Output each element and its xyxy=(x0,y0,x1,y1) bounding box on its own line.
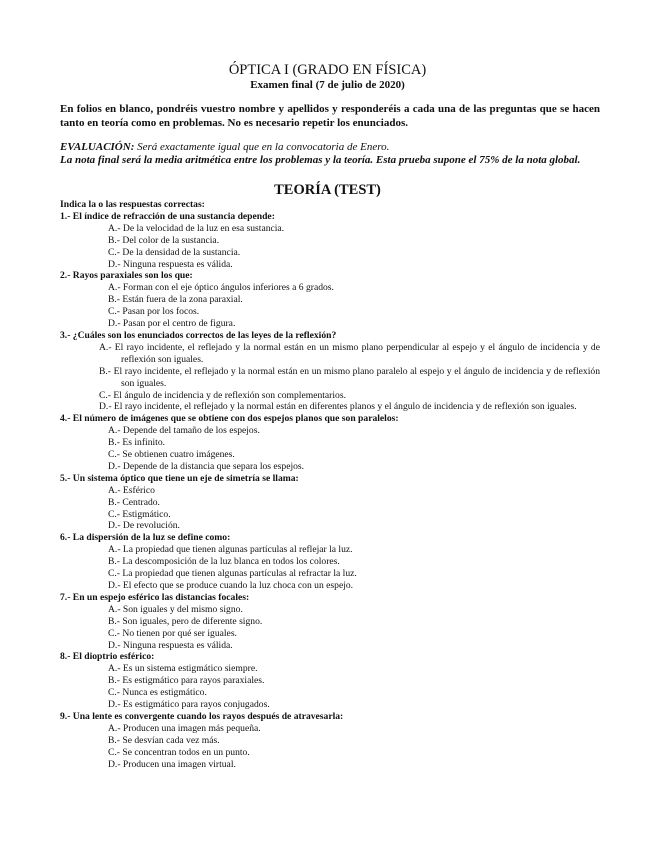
evaluation-text: Será exactamente igual que en la convocatoria de Enero. xyxy=(137,141,390,153)
evaluation-block xyxy=(60,141,600,167)
option-9c: C.- Se concentran todos en un punto. xyxy=(108,746,250,758)
question-7: 7.- En un espejo esférico las distancias focales: xyxy=(60,591,250,603)
option-1d: D.- Ninguna respuesta es válida. xyxy=(108,258,233,270)
grading-note: La nota final será la media aritmética entre los problemas y la teoría. Esta prueba supone el 75% de la nota global. xyxy=(60,154,581,166)
option-4c: C.- Se obtienen cuatro imágenes. xyxy=(108,449,235,461)
option-2d: D.- Pasan por el centro de figura. xyxy=(108,318,236,330)
question-2: 2.- Rayos paraxiales son los que: xyxy=(60,270,193,282)
question-6: 6.- La dispersión de la luz se define como: xyxy=(60,532,231,544)
option-3d: D.- El rayo incidente, el reflejado y la normal están en diferentes planos y el ángulo de incidencia y de reflexión son iguales. xyxy=(99,401,577,413)
option-5c: C.- Estigmático. xyxy=(108,508,171,520)
option-3c: C.- El ángulo de incidencia y de reflexión son complementarios. xyxy=(99,389,346,401)
option-4a: A.- Depende del tamaño de los espejos. xyxy=(108,425,260,437)
exam-subtitle: Examen final (7 de julio de 2020) xyxy=(250,79,405,91)
option-2b: B.- Están fuera de la zona paraxial. xyxy=(108,294,243,306)
option-8c: C.- Nunca es estigmático. xyxy=(108,687,207,699)
option-2a: A.- Forman con el eje óptico ángulos inferiores a 6 grados. xyxy=(108,282,334,294)
question-8: 8.- El dioptrio esférico: xyxy=(60,651,155,663)
option-9b: B.- Se desvían cada vez más. xyxy=(108,734,220,746)
section-title: TEORÍA (TEST) xyxy=(274,182,381,198)
option-6c: C.- La propiedad que tienen algunas partículas al refractar la luz. xyxy=(108,568,357,580)
question-4: 4.- El número de imágenes que se obtiene con dos espejos planos que son paralelos: xyxy=(60,413,399,425)
option-4d: D.- Depende de la distancia que separa los espejos. xyxy=(108,460,305,472)
option-6b: B.- La descomposición de la luz blanca en todos los colores. xyxy=(108,556,340,568)
evaluation-label: EVALUACIÓN: xyxy=(60,141,135,153)
option-9d: D.- Producen una imagen virtual. xyxy=(108,758,236,770)
answer-instruction: Indica la o las respuestas correctas: xyxy=(60,199,205,210)
option-1b: B.- Del color de la sustancia. xyxy=(108,234,220,246)
option-6a: A.- La propiedad que tienen algunas partículas al reflejar la luz. xyxy=(108,544,353,556)
exam-title: ÓPTICA I (GRADO EN FÍSICA) xyxy=(228,62,427,78)
option-8d: D.- Es estigmático para rayos conjugados. xyxy=(108,699,270,711)
option-1a: A.- De la velocidad de la luz en esa sustancia. xyxy=(108,222,285,234)
question-list xyxy=(60,199,600,771)
question-1: 1.- El índice de refracción de una sustancia depende: xyxy=(60,210,275,222)
option-7d: D.- Ninguna respuesta es válida. xyxy=(108,639,233,651)
option-1c: C.- De la densidad de la sustancia. xyxy=(108,246,241,258)
question-9: 9.- Una lente es convergente cuando los rayos después de atravesarla: xyxy=(60,710,344,722)
option-9a: A.- Producen una imagen más pequeña. xyxy=(108,722,261,734)
option-6d: D.- El efecto que se produce cuando la luz choca con un espejo. xyxy=(108,580,354,591)
option-7c: C.- No tienen por qué ser iguales. xyxy=(108,627,237,639)
option-7b: B.- Son iguales, pero de diferente signo. xyxy=(108,615,263,627)
option-5d: D.- De revolución. xyxy=(108,520,180,532)
option-5a: A.- Esférico xyxy=(108,484,155,496)
option-8a: A.- Es un sistema estigmático siempre. xyxy=(108,663,258,675)
question-5: 5.- Un sistema óptico que tiene un eje de simetría se llama: xyxy=(60,472,299,484)
option-2c: C.- Pasan por los focos. xyxy=(108,306,200,318)
option-5b: B.- Centrado. xyxy=(108,496,160,508)
option-3b: B.- El rayo incidente, el reflejado y la normal están en un mismo plano paralelo al espejo y el ángulo de incidencia y de reflexión son iguales. xyxy=(99,365,600,389)
option-7a: A.- Son iguales y del mismo signo. xyxy=(108,603,243,615)
instructions-paragraph: En folios en blanco, pondréis vuestro nombre y apellidos y responderéis a cada una de las preguntas que se hacen tanto en teoría como en problemas. No es necesario repetir los enunciados. xyxy=(60,103,600,129)
option-3a: A.- El rayo incidente, el reflejado y la normal están en un mismo plano perpendicular al espejo y el ángulo de incidencia y de reflexión son iguales. xyxy=(99,341,600,365)
question-3: 3.- ¿Cuáles son los enunciados correctos de las leyes de la reflexión? xyxy=(60,329,337,341)
option-8b: B.- Es estigmático para rayos paraxiales. xyxy=(108,675,265,687)
option-4b: B.- Es infinito. xyxy=(108,437,166,449)
